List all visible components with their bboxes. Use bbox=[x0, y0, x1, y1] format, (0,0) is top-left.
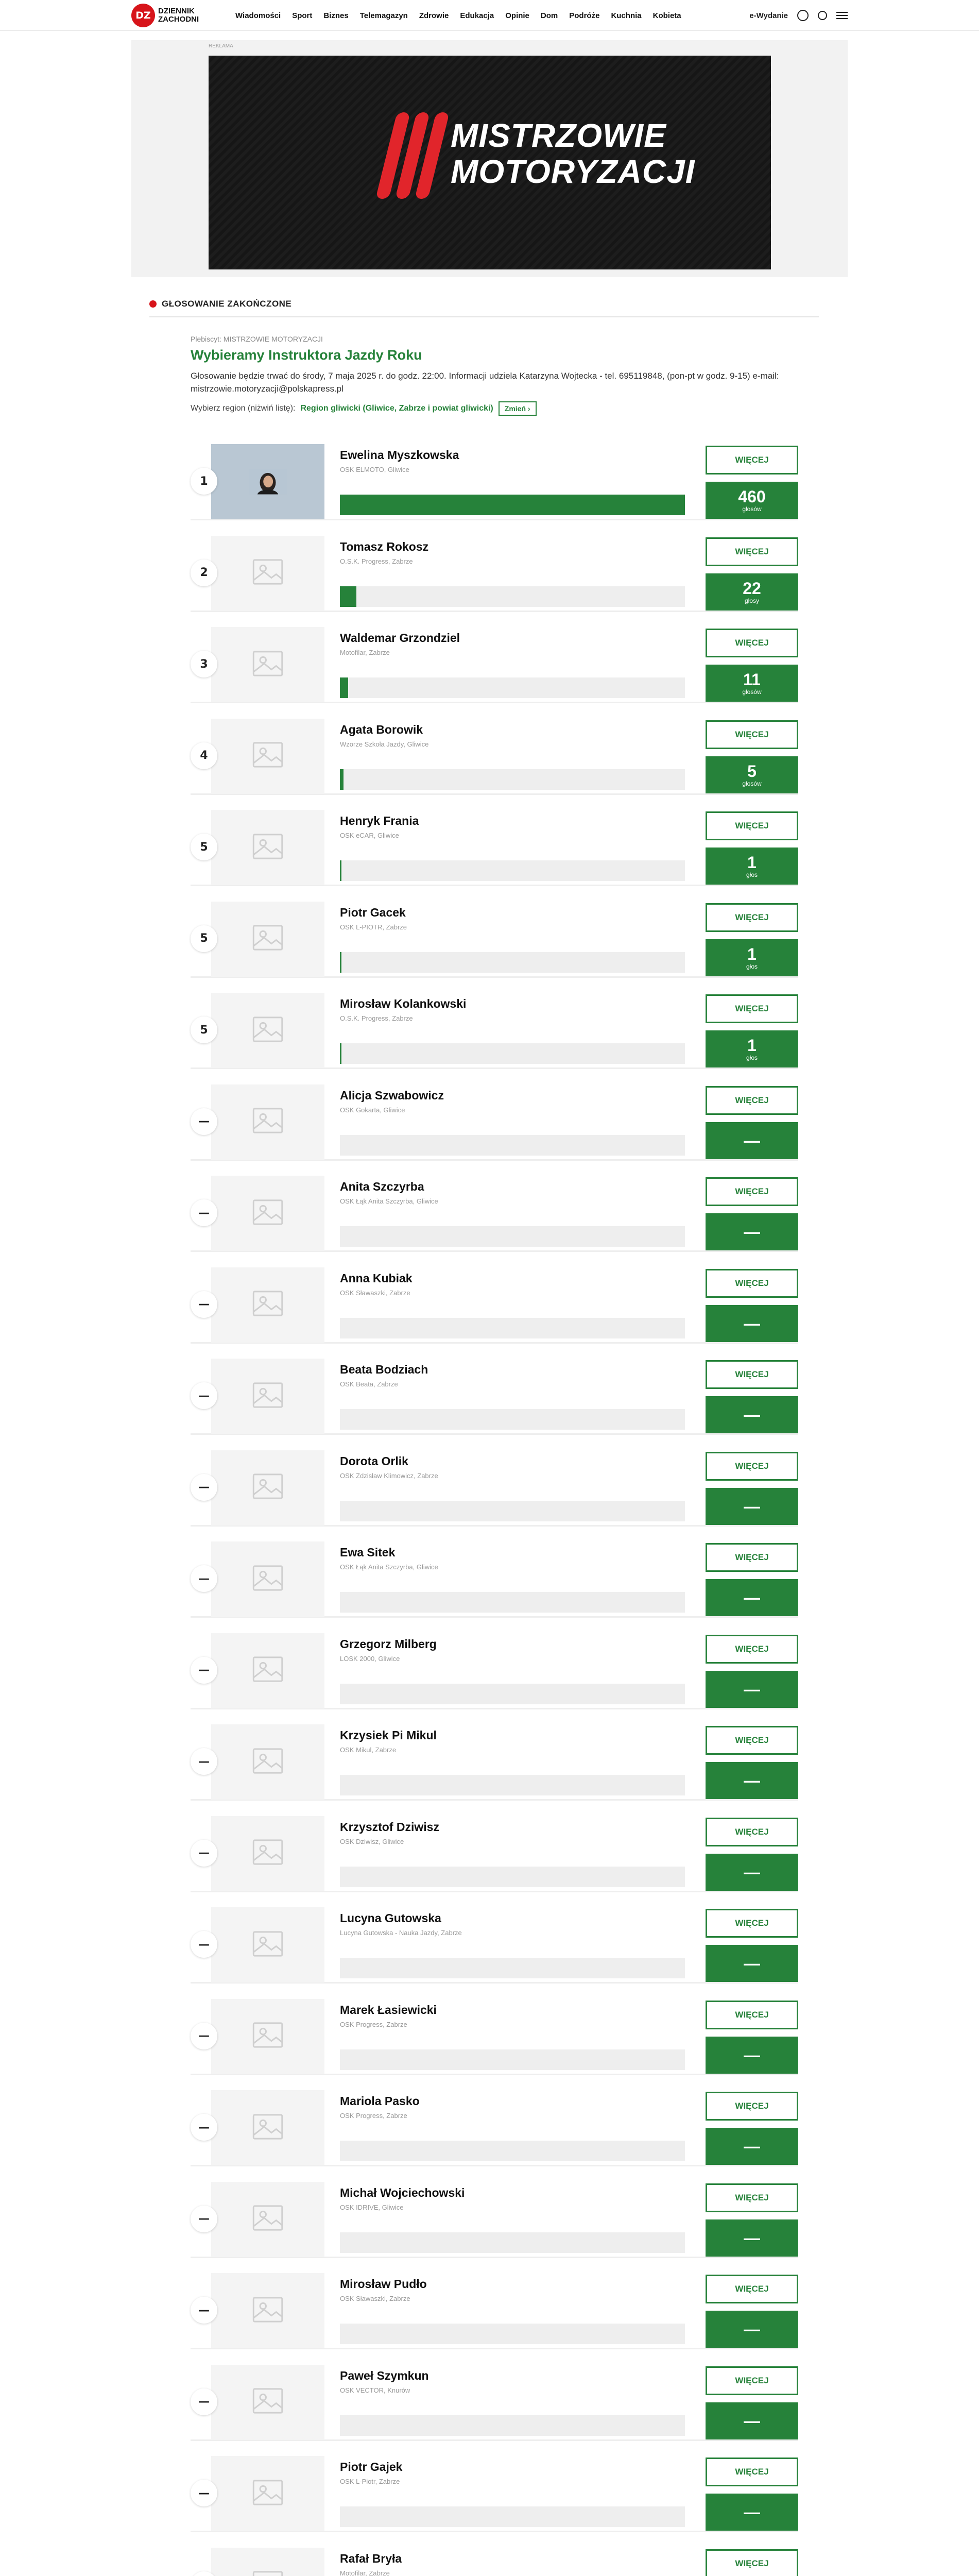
more-button[interactable]: WIĘCEJ bbox=[706, 1086, 798, 1115]
vote-count-box bbox=[706, 1122, 798, 1159]
logo-text: DZIENNIK ZACHODNI bbox=[158, 7, 199, 24]
image-placeholder-icon bbox=[249, 1010, 287, 1051]
candidate-row bbox=[191, 2353, 798, 2441]
vote-unit: głos bbox=[746, 1054, 758, 1061]
vote-unit: głosów bbox=[742, 688, 762, 696]
candidate-photo[interactable] bbox=[211, 2456, 324, 2531]
rank-badge: — bbox=[191, 1382, 217, 1409]
candidate-school: OSK Zdzisław Klimowicz, Zabrze bbox=[340, 1471, 438, 1480]
candidate-name[interactable]: Beata Bodziach bbox=[340, 1363, 428, 1376]
ad-label: REKLAMA bbox=[209, 43, 233, 49]
rank-badge: 1 bbox=[191, 468, 217, 495]
user-icon[interactable] bbox=[797, 10, 809, 21]
candidate-photo[interactable] bbox=[211, 536, 324, 611]
candidate-photo[interactable] bbox=[211, 1450, 324, 1526]
candidate-school: OSK Łąk Anita Szczyrba, Gliwice bbox=[340, 1197, 438, 1205]
rank-badge: — bbox=[191, 1291, 217, 1318]
vote-bar-fill bbox=[340, 952, 341, 973]
vote-count-box bbox=[706, 2037, 798, 2074]
candidate-name[interactable]: Krzysiek Pi Mikul bbox=[340, 1728, 437, 1742]
vote-count-box bbox=[706, 2402, 798, 2439]
candidate-name[interactable]: Lucyna Gutowska bbox=[340, 1911, 441, 1925]
candidate-school: OSK L-PIOTR, Zabrze bbox=[340, 923, 407, 931]
vote-count-box bbox=[706, 573, 798, 611]
logo-mark: DZ bbox=[131, 4, 155, 27]
more-button[interactable]: WIĘCEJ bbox=[706, 1909, 798, 1938]
divider bbox=[149, 316, 819, 317]
candidate-row bbox=[191, 1622, 798, 1709]
vote-bar-fill bbox=[340, 769, 343, 790]
candidate-school: Motofilar, Zabrze bbox=[340, 649, 390, 656]
vote-bar bbox=[340, 2506, 685, 2527]
image-placeholder-icon bbox=[249, 2016, 287, 2057]
candidate-photo[interactable] bbox=[211, 1084, 324, 1160]
image-placeholder-icon bbox=[249, 1376, 287, 1417]
candidate-name[interactable]: Henryk Frania bbox=[340, 814, 419, 827]
candidate-row bbox=[191, 1896, 798, 1984]
vote-count: — bbox=[744, 1314, 760, 1333]
vote-bar-fill bbox=[340, 495, 685, 515]
more-button[interactable]: WIĘCEJ bbox=[706, 1452, 798, 1481]
more-button[interactable]: WIĘCEJ bbox=[706, 903, 798, 932]
vote-unit: głosy bbox=[744, 597, 759, 604]
vote-bar bbox=[340, 1409, 685, 1430]
candidate-name[interactable]: Marek Łasiewicki bbox=[340, 2003, 437, 2016]
candidate-photo[interactable] bbox=[211, 2548, 324, 2576]
more-button[interactable]: WIĘCEJ bbox=[706, 720, 798, 749]
image-placeholder-icon bbox=[249, 1742, 287, 1783]
nav-item[interactable]: Zdrowie bbox=[419, 11, 449, 20]
rank-badge: — bbox=[191, 1199, 217, 1226]
more-button[interactable]: WIĘCEJ bbox=[706, 811, 798, 840]
vote-count: 5 bbox=[747, 761, 757, 781]
candidate-name[interactable]: Agata Borowik bbox=[340, 722, 423, 736]
vote-count: — bbox=[744, 1862, 760, 1882]
candidate-photo[interactable] bbox=[211, 1907, 324, 1982]
banner-logo-mark bbox=[386, 112, 439, 199]
rank-badge: — bbox=[191, 2023, 217, 2049]
banner-headline-line2: MOTORYZACJI bbox=[451, 153, 695, 190]
poll-title: Wybieramy Instruktora Jazdy Roku bbox=[191, 347, 422, 363]
rank-badge: 5 bbox=[191, 1016, 217, 1043]
candidate-photo[interactable] bbox=[211, 2090, 324, 2165]
vote-bar bbox=[340, 1775, 685, 1795]
candidate-name[interactable]: Mirosław Pudło bbox=[340, 2277, 427, 2291]
more-button[interactable]: WIĘCEJ bbox=[706, 2366, 798, 2395]
more-button[interactable]: WIĘCEJ bbox=[706, 446, 798, 474]
ad-top bbox=[131, 40, 848, 277]
vote-bar bbox=[340, 769, 685, 790]
candidate-row bbox=[191, 2445, 798, 2532]
candidate-school: OSK IDRIVE, Gliwice bbox=[340, 2203, 404, 2211]
more-button[interactable]: WIĘCEJ bbox=[706, 2458, 798, 2486]
image-placeholder-icon bbox=[249, 2473, 287, 2514]
candidate-name[interactable]: Grzegorz Milberg bbox=[340, 1637, 437, 1651]
candidate-name[interactable]: Alicja Szwabowicz bbox=[340, 1088, 444, 1102]
candidate-row bbox=[191, 2079, 798, 2166]
image-placeholder-icon bbox=[249, 736, 287, 776]
candidate-name[interactable]: Dorota Orlik bbox=[340, 1454, 408, 1468]
vote-bar bbox=[340, 2415, 685, 2436]
image-placeholder-icon bbox=[249, 2291, 287, 2331]
candidate-row bbox=[191, 2262, 798, 2349]
candidate-row bbox=[191, 1256, 798, 1344]
candidate-school: LOSK 2000, Gliwice bbox=[340, 1654, 400, 1663]
vote-count: — bbox=[744, 1680, 760, 1699]
rank-badge: — bbox=[191, 2206, 217, 2232]
candidate-row bbox=[191, 1988, 798, 2075]
rank-badge: — bbox=[191, 2388, 217, 2415]
vote-count-box bbox=[706, 756, 798, 793]
nav-item[interactable]: Biznes bbox=[323, 11, 349, 20]
candidate-school: OSK Sławaszki, Zabrze bbox=[340, 2295, 410, 2302]
candidate-row bbox=[191, 890, 798, 978]
vote-count-box bbox=[706, 1671, 798, 1708]
vote-count: — bbox=[744, 1405, 760, 1424]
vote-bar-fill bbox=[340, 860, 341, 881]
rank-badge: — bbox=[191, 2480, 217, 2506]
vote-count-box bbox=[706, 2311, 798, 2348]
candidate-name[interactable]: Paweł Szymkun bbox=[340, 2368, 429, 2382]
candidate-photo[interactable] bbox=[211, 1176, 324, 1251]
candidate-row bbox=[191, 1164, 798, 1252]
poll-intro bbox=[191, 335, 798, 416]
rank-badge: 2 bbox=[191, 560, 217, 586]
change-region-button[interactable]: Zmień › bbox=[499, 401, 537, 416]
candidate-row bbox=[191, 616, 798, 703]
vote-unit: głosów bbox=[742, 779, 762, 787]
rank-badge: — bbox=[191, 1474, 217, 1501]
vote-count: — bbox=[744, 1497, 760, 1516]
candidate-row bbox=[191, 981, 798, 1069]
vote-count-box bbox=[706, 848, 798, 885]
candidate-photo[interactable] bbox=[211, 1999, 324, 2074]
region-label: Wybierz region (niżwiń listę): bbox=[191, 404, 296, 413]
nav-item[interactable]: Opinie bbox=[505, 11, 529, 20]
ad-banner[interactable] bbox=[209, 56, 771, 269]
vote-count-box bbox=[706, 1945, 798, 1982]
image-placeholder-icon bbox=[249, 1467, 287, 1508]
rank-badge: 5 bbox=[191, 834, 217, 860]
vote-bar bbox=[340, 860, 685, 881]
vote-count: 22 bbox=[743, 579, 761, 598]
candidate-school: OSK Progress, Zabrze bbox=[340, 2020, 407, 2028]
candidate-school: OSK Progress, Zabrze bbox=[340, 2112, 407, 2120]
more-button[interactable]: WIĘCEJ bbox=[706, 1269, 798, 1298]
nav-item[interactable]: Telemagazyn bbox=[359, 11, 408, 20]
nav-item[interactable]: Kuchnia bbox=[611, 11, 642, 20]
candidate-photo[interactable] bbox=[211, 993, 324, 1068]
vote-bar bbox=[340, 586, 685, 607]
vote-bar bbox=[340, 952, 685, 973]
candidate-name[interactable]: Krzysztof Dziwisz bbox=[340, 1820, 439, 1834]
more-button[interactable]: WIĘCEJ bbox=[706, 2092, 798, 2121]
vote-count: — bbox=[744, 1771, 760, 1790]
candidate-photo[interactable] bbox=[211, 444, 324, 519]
more-button[interactable]: WIĘCEJ bbox=[706, 1360, 798, 1389]
rank-badge: — bbox=[191, 1931, 217, 1958]
candidate-row bbox=[191, 707, 798, 795]
vote-count-box bbox=[706, 1030, 798, 1067]
nav-item[interactable]: Edukacja bbox=[460, 11, 494, 20]
nav-item[interactable]: Podróże bbox=[569, 11, 600, 20]
more-button[interactable]: WIĘCEJ bbox=[706, 2001, 798, 2029]
more-button[interactable]: WIĘCEJ bbox=[706, 1635, 798, 1664]
more-button[interactable]: WIĘCEJ bbox=[706, 629, 798, 657]
vote-count: 11 bbox=[743, 670, 761, 689]
rank-badge: — bbox=[191, 1748, 217, 1775]
image-placeholder-icon bbox=[249, 827, 287, 868]
candidate-photo[interactable] bbox=[211, 2182, 324, 2257]
site-logo[interactable] bbox=[131, 4, 215, 27]
site-header bbox=[0, 0, 979, 31]
vote-bar bbox=[340, 1226, 685, 1247]
candidate-school: OSK Mikul, Zabrze bbox=[340, 1746, 397, 1754]
image-placeholder-icon bbox=[249, 1650, 287, 1691]
more-button[interactable]: WIĘCEJ bbox=[706, 1543, 798, 1572]
candidate-school: OSK eCAR, Gliwice bbox=[340, 832, 399, 839]
vote-count-box bbox=[706, 1213, 798, 1250]
vote-count-box bbox=[706, 2128, 798, 2165]
vote-bar bbox=[340, 1318, 685, 1338]
vote-bar bbox=[340, 677, 685, 698]
vote-count-box bbox=[706, 2494, 798, 2531]
candidate-photo[interactable] bbox=[211, 2365, 324, 2440]
vote-bar bbox=[340, 1684, 685, 1704]
candidate-school: OSK Łąk Anita Szczyrba, Gliwice bbox=[340, 1563, 438, 1571]
banner-headline bbox=[451, 117, 695, 190]
candidate-name[interactable]: Anita Szczyrba bbox=[340, 1180, 424, 1193]
vote-bar-fill bbox=[340, 586, 356, 607]
vote-bar bbox=[340, 2141, 685, 2161]
vote-count: — bbox=[744, 1588, 760, 1607]
vote-count-box bbox=[706, 2219, 798, 2257]
vote-bar bbox=[340, 2232, 685, 2253]
candidate-name[interactable]: Piotr Gacek bbox=[340, 905, 406, 919]
candidate-school: OSK L-Piotr, Zabrze bbox=[340, 2478, 400, 2485]
vote-bar-fill bbox=[340, 677, 348, 698]
main-nav bbox=[235, 11, 681, 20]
poll-status-text: GŁOSOWANIE ZAKOŃCZONE bbox=[162, 299, 292, 309]
more-button[interactable]: WIĘCEJ bbox=[706, 2275, 798, 2303]
vote-bar bbox=[340, 1867, 685, 1887]
region-selector bbox=[191, 401, 798, 416]
vote-count: 1 bbox=[747, 944, 757, 963]
candidate-photo[interactable] bbox=[211, 1359, 324, 1434]
portrait-image bbox=[249, 463, 287, 501]
vote-count-box bbox=[706, 1488, 798, 1525]
image-placeholder-icon bbox=[249, 1833, 287, 1874]
candidate-row bbox=[191, 1439, 798, 1527]
candidate-school: OSK Dziwisz, Gliwice bbox=[340, 1837, 404, 1845]
image-placeholder-icon bbox=[249, 2382, 287, 2422]
vote-count: — bbox=[744, 2137, 760, 2156]
vote-count: — bbox=[744, 1131, 760, 1150]
candidate-name[interactable]: Tomasz Rokosz bbox=[340, 539, 429, 553]
image-placeholder-icon bbox=[249, 1925, 287, 1965]
candidate-school: OSK ELMOTO, Gliwice bbox=[340, 466, 409, 473]
vote-bar bbox=[340, 1592, 685, 1613]
rank-badge: — bbox=[191, 1657, 217, 1684]
candidate-name[interactable]: Ewelina Myszkowska bbox=[340, 448, 459, 462]
candidate-school: OSK Sławaszki, Zabrze bbox=[340, 1289, 410, 1297]
rank-badge: — bbox=[191, 1108, 217, 1135]
rank-badge: — bbox=[191, 1565, 217, 1592]
vote-bar bbox=[340, 1135, 685, 1156]
vote-bar bbox=[340, 1958, 685, 1978]
vote-count: 460 bbox=[738, 487, 766, 506]
candidate-row bbox=[191, 799, 798, 886]
image-placeholder-icon bbox=[249, 1559, 287, 1600]
candidate-row bbox=[191, 1530, 798, 1618]
candidate-school: Lucyna Gutowska - Nauka Jazdy, Zabrze bbox=[340, 1929, 462, 1937]
more-button[interactable]: WIĘCEJ bbox=[706, 2183, 798, 2212]
rank-badge: — bbox=[191, 1840, 217, 1867]
image-placeholder-icon bbox=[249, 2108, 287, 2148]
more-button[interactable]: WIĘCEJ bbox=[706, 1177, 798, 1206]
search-icon[interactable] bbox=[818, 11, 827, 20]
candidate-school: OSK VECTOR, Knurów bbox=[340, 2386, 410, 2394]
candidate-school: OSK Beata, Zabrze bbox=[340, 1380, 398, 1388]
rank-badge: — bbox=[191, 2114, 217, 2141]
candidate-row bbox=[191, 1805, 798, 1892]
candidate-school: Wzorze Szkoła Jazdy, Gliwice bbox=[340, 740, 429, 748]
candidate-school: O.S.K. Progress, Zabrze bbox=[340, 557, 413, 565]
image-placeholder-icon bbox=[249, 1193, 287, 1234]
poll-heading bbox=[149, 299, 819, 317]
candidate-school: Motofilar, Zabrze bbox=[340, 2569, 390, 2576]
image-placeholder-icon bbox=[249, 1284, 287, 1325]
vote-count: — bbox=[744, 1954, 760, 1973]
vote-count: 1 bbox=[747, 1036, 757, 1055]
more-button[interactable]: WIĘCEJ bbox=[706, 2549, 798, 2576]
more-button[interactable]: WIĘCEJ bbox=[706, 994, 798, 1023]
candidate-name[interactable]: Piotr Gajek bbox=[340, 2460, 403, 2473]
vote-bar bbox=[340, 2324, 685, 2344]
rank-badge: 5 bbox=[191, 925, 217, 952]
vote-bar bbox=[340, 1043, 685, 1064]
nav-item[interactable]: Sport bbox=[292, 11, 313, 20]
vote-count: — bbox=[744, 2228, 760, 2247]
vote-count-box bbox=[706, 482, 798, 519]
rank-badge: 4 bbox=[191, 742, 217, 769]
vote-count-box bbox=[706, 1305, 798, 1342]
more-button[interactable]: WIĘCEJ bbox=[706, 1818, 798, 1846]
vote-count: — bbox=[744, 2411, 760, 2430]
more-button[interactable]: WIĘCEJ bbox=[706, 537, 798, 566]
vote-bar bbox=[340, 2049, 685, 2070]
candidate-photo[interactable] bbox=[211, 810, 324, 885]
candidate-photo[interactable] bbox=[211, 1633, 324, 1708]
vote-count-box bbox=[706, 1396, 798, 1433]
candidate-name[interactable]: Michał Wojciechowski bbox=[340, 2185, 465, 2199]
image-placeholder-icon bbox=[249, 645, 287, 685]
nav-item[interactable]: Dom bbox=[540, 11, 558, 20]
candidate-name[interactable]: Anna Kubiak bbox=[340, 1271, 413, 1285]
poll-status bbox=[149, 299, 819, 309]
image-placeholder-icon bbox=[249, 2565, 287, 2576]
candidate-photo[interactable] bbox=[211, 1816, 324, 1891]
vote-count: 1 bbox=[747, 853, 757, 872]
vote-count-box bbox=[706, 939, 798, 976]
vote-count-box bbox=[706, 1762, 798, 1799]
vote-count-box bbox=[706, 1854, 798, 1891]
candidate-photo[interactable] bbox=[211, 2273, 324, 2348]
image-placeholder-icon bbox=[249, 2199, 287, 2240]
candidate-row bbox=[191, 2171, 798, 2258]
candidate-row bbox=[191, 433, 798, 520]
region-value: Region gliwicki (Gliwice, Zabrze i powiat gliwicki) bbox=[300, 404, 493, 413]
plebiscite-name: Plebiscyt: MISTRZOWIE MOTORYZACJI bbox=[191, 335, 323, 343]
vote-bar bbox=[340, 1501, 685, 1521]
candidate-photo[interactable] bbox=[211, 1267, 324, 1343]
candidate-name[interactable]: Mariola Pasko bbox=[340, 2094, 420, 2108]
nav-item[interactable]: Kobieta bbox=[652, 11, 681, 20]
nav-item[interactable]: Wiadomości bbox=[235, 11, 281, 20]
vote-unit: głosów bbox=[742, 505, 762, 513]
candidate-row bbox=[191, 2536, 798, 2576]
rank-badge: 3 bbox=[191, 651, 217, 677]
candidate-photo[interactable] bbox=[211, 719, 324, 794]
e-edition-link[interactable]: e-Wydanie bbox=[749, 11, 788, 20]
candidate-row bbox=[191, 524, 798, 612]
vote-count-box bbox=[706, 665, 798, 702]
vote-count: — bbox=[744, 2320, 760, 2338]
candidate-name[interactable]: Mirosław Kolankowski bbox=[340, 997, 467, 1010]
candidate-row bbox=[191, 1347, 798, 1435]
candidate-photo[interactable] bbox=[211, 627, 324, 702]
vote-unit: głos bbox=[746, 871, 758, 878]
candidate-row bbox=[191, 1713, 798, 1801]
candidate-name[interactable]: Ewa Sitek bbox=[340, 1546, 396, 1559]
candidate-photo[interactable] bbox=[211, 1724, 324, 1800]
candidate-photo[interactable] bbox=[211, 1541, 324, 1617]
candidate-photo[interactable] bbox=[211, 902, 324, 977]
poll-description: Głosowanie będzie trwać do środy, 7 maja 2025 r. do godz. 22:00. Informacji udziela Katarzyna Wojtecka - tel. 695119848, (pon-pt w godz. 9-15) e-mail: mistrzowie.motoryzacji@polskapress.pl bbox=[191, 371, 779, 394]
candidate-school: O.S.K. Progress, Zabrze bbox=[340, 1014, 413, 1022]
change-region-label: Zmień bbox=[504, 404, 526, 413]
image-placeholder-icon bbox=[249, 919, 287, 959]
more-button[interactable]: WIĘCEJ bbox=[706, 1726, 798, 1755]
vote-bar bbox=[340, 495, 685, 515]
vote-count: — bbox=[744, 1223, 760, 1241]
status-dot-icon bbox=[149, 300, 157, 308]
vote-count: — bbox=[744, 2503, 760, 2521]
vote-unit: głos bbox=[746, 962, 758, 970]
vote-count: — bbox=[744, 2045, 760, 2064]
vote-count-box bbox=[706, 1579, 798, 1616]
image-placeholder-icon bbox=[249, 553, 287, 594]
candidate-school: OSK Gokarta, Gliwice bbox=[340, 1106, 405, 1114]
image-placeholder-icon bbox=[249, 1101, 287, 1142]
candidate-name[interactable]: Waldemar Grzondziel bbox=[340, 631, 460, 645]
candidate-row bbox=[191, 1073, 798, 1161]
candidate-name[interactable]: Rafał Bryła bbox=[340, 2551, 402, 2565]
rank-badge: — bbox=[191, 2297, 217, 2324]
vote-bar-fill bbox=[340, 1043, 341, 1064]
banner-headline-line1: MISTRZOWIE bbox=[451, 117, 666, 154]
menu-icon[interactable] bbox=[836, 12, 848, 19]
